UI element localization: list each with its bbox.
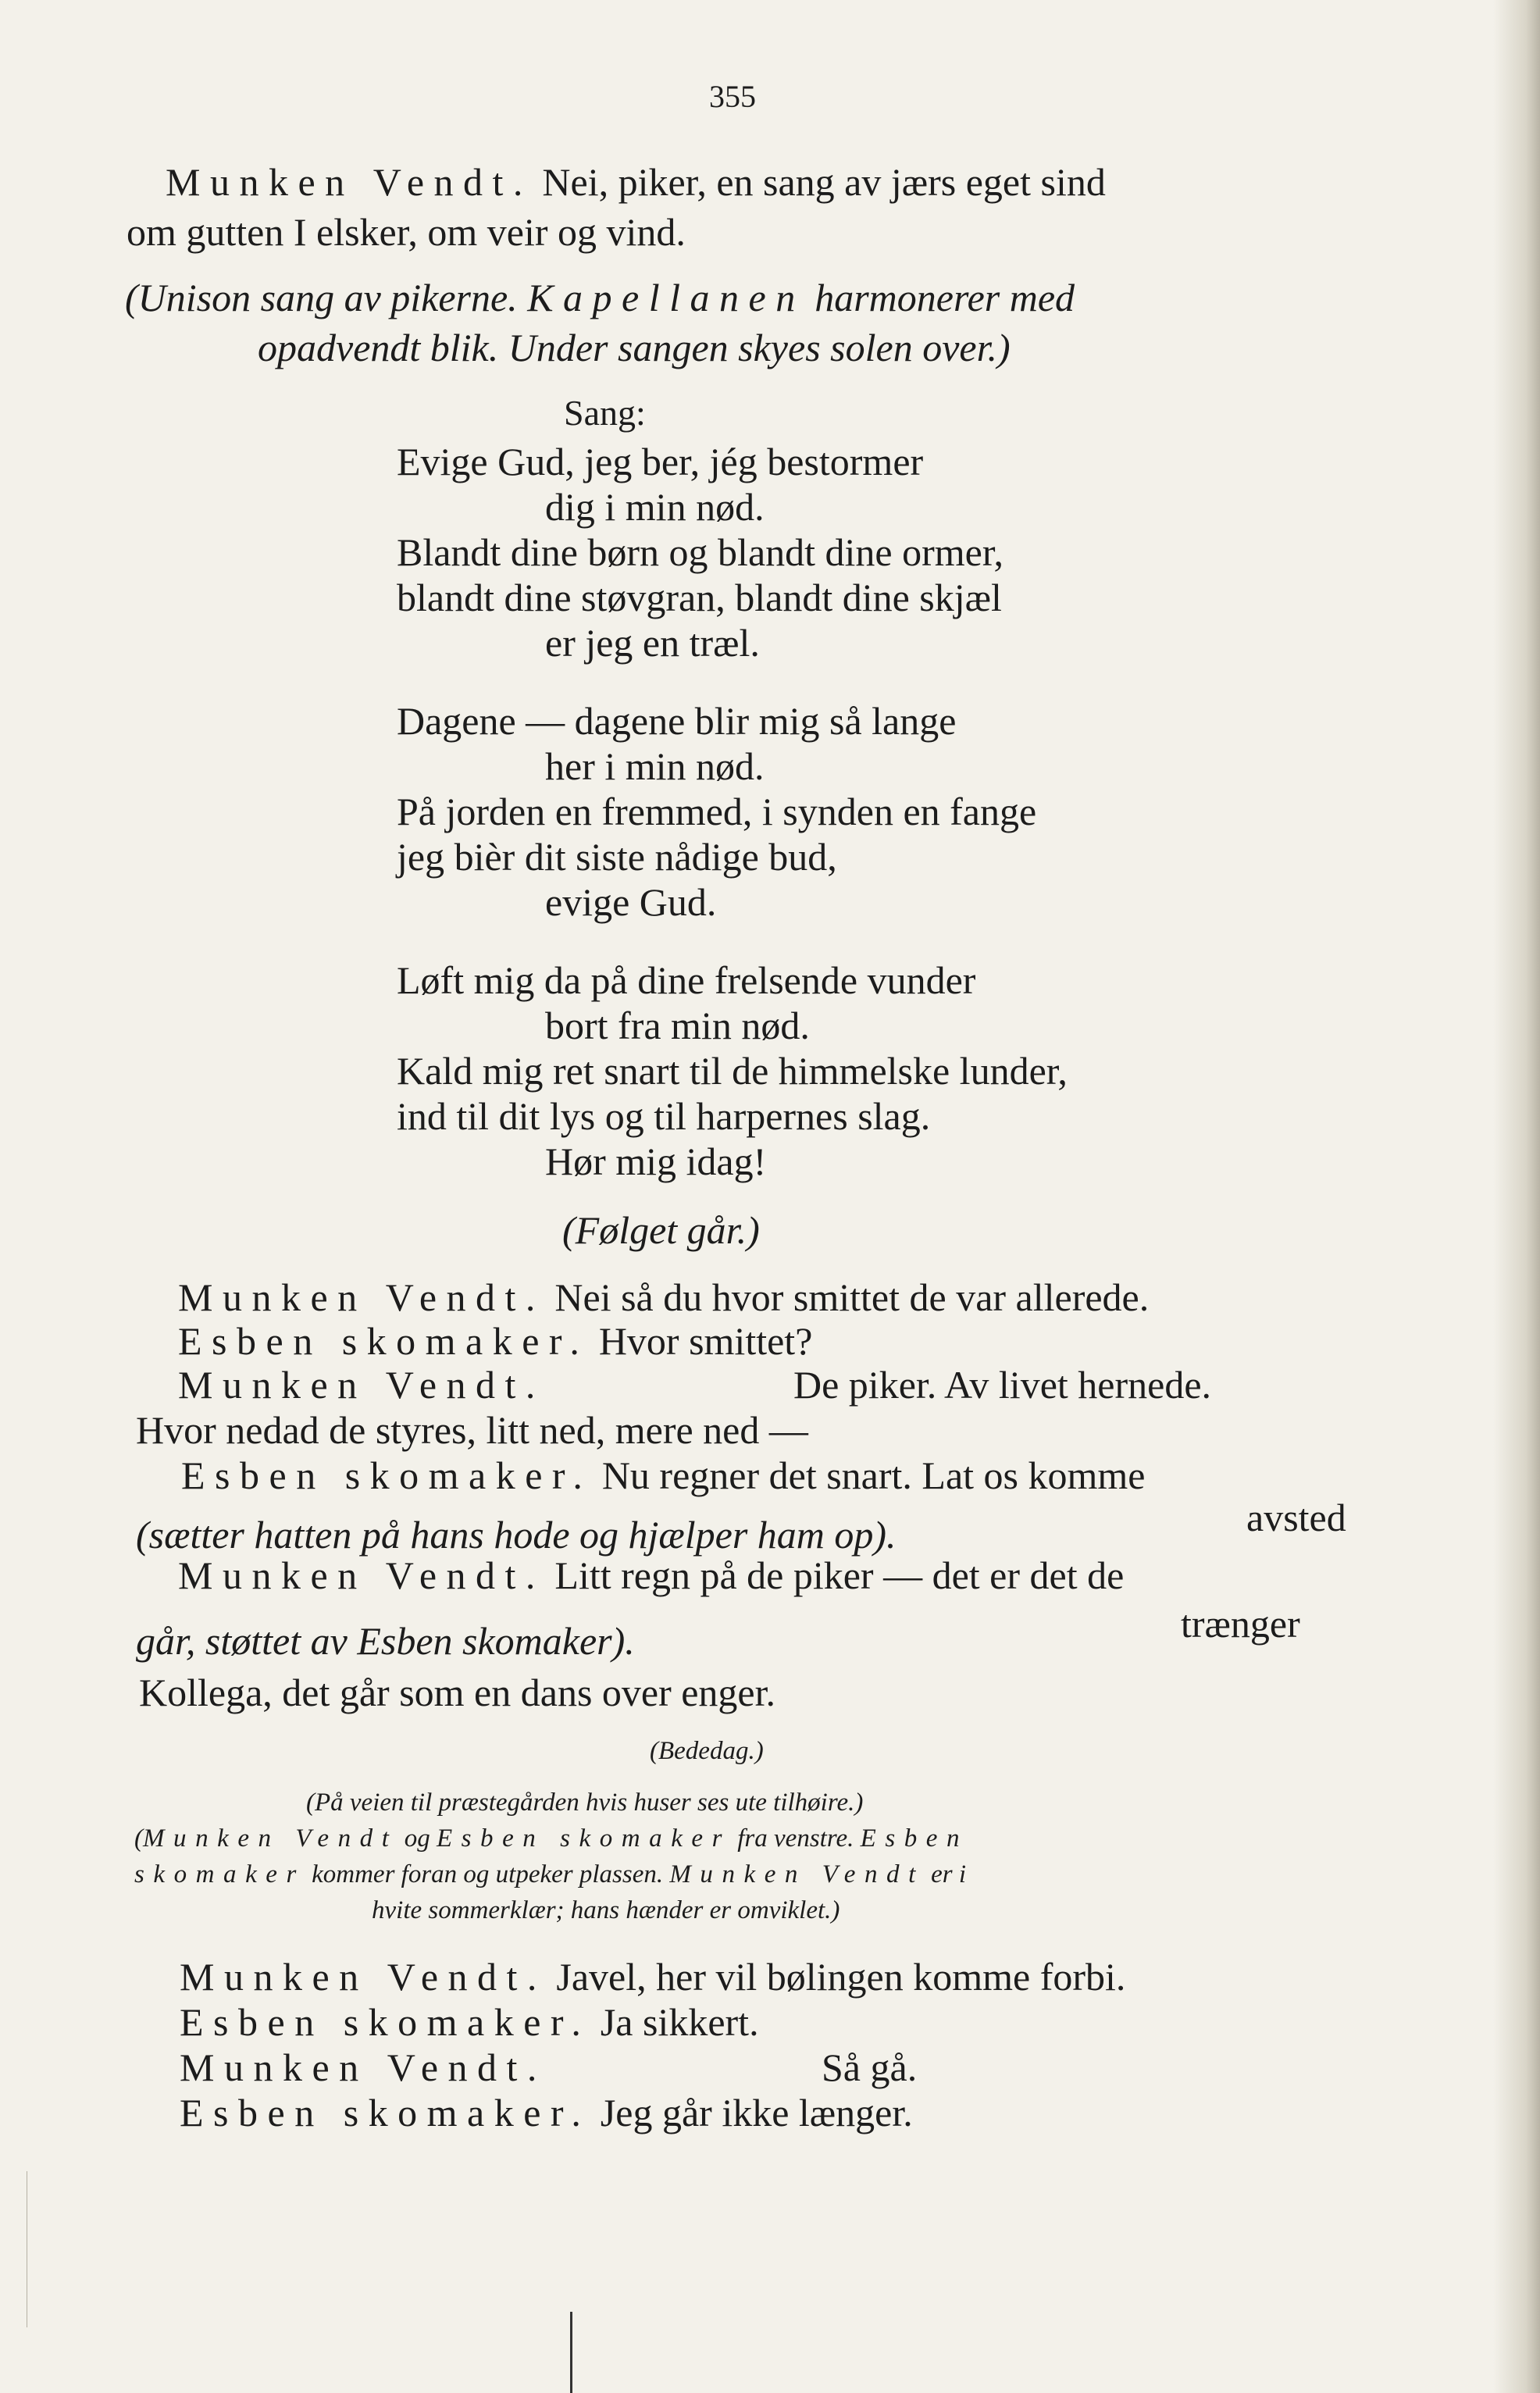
verse-1-line-2: dig i min nød. xyxy=(545,485,765,529)
speech-text: Jeg går ikke længer. xyxy=(600,2091,913,2134)
speech-text: Javel, her vil bølingen komme forbi. xyxy=(556,1955,1126,1999)
verse-2-line-1: Dagene — dagene blir mig så lange xyxy=(397,699,957,743)
direction-text: er i xyxy=(931,1860,966,1888)
overflow-word: avsted xyxy=(1246,1496,1346,1539)
dialogue-line xyxy=(178,1553,1125,1597)
scene-direction-line-1: (På veien til præstegården hvis huser ses ute tilhøire.) xyxy=(306,1789,864,1817)
song-heading: Sang: xyxy=(564,393,646,433)
verse-1-line-3: Blandt dine børn og blandt dine ormer, xyxy=(397,530,1004,574)
speech-text: Litt regn på de piker — det er det de xyxy=(554,1553,1125,1597)
speaker-name: Esben skomaker. xyxy=(180,2000,591,2044)
verse-2-line-4: jeg bièr dit siste nådige bud, xyxy=(397,835,837,879)
speaker-name: Munken Vendt. xyxy=(178,1553,545,1597)
speaker-name: Esben skomaker. xyxy=(181,1453,593,1497)
speaker-name: Munken Vendt. xyxy=(166,160,533,204)
scan-edge-mark xyxy=(570,2312,572,2393)
direction-text: og xyxy=(404,1824,430,1853)
dialogue-line xyxy=(180,1955,1126,1999)
direction-text: harmonerer med xyxy=(815,276,1075,319)
scene-title: (Bededag.) xyxy=(650,1737,764,1765)
direction-text: fra venstre. xyxy=(737,1824,854,1853)
dialogue-line xyxy=(178,1321,812,1361)
verse-3-line-3: Kald mig ret snart til de himmelske lunder, xyxy=(397,1049,1068,1093)
stage-direction-1-line-2: opadvendt blik. Under sangen skyes solen over.) xyxy=(258,326,1011,369)
speaker-name: Munken Vendt. xyxy=(180,1955,547,1999)
speech-text: Nei, piker, en sang av jærs eget sind xyxy=(542,160,1106,204)
opening-line-1 xyxy=(166,160,1106,204)
speech-text: De piker. Av livet hernede. xyxy=(793,1363,1212,1407)
dialogue-line xyxy=(178,1363,545,1407)
stage-direction-1-line-1 xyxy=(125,278,1075,317)
stage-direction-3: (sætter hatten på hans hode og hjælper ham op). xyxy=(136,1513,897,1557)
verse-3-line-1: Løft mig da på dine frelsende vunder xyxy=(397,958,976,1002)
page-spine-shadow xyxy=(1493,0,1540,2393)
speaker-name: Munken Vendt xyxy=(143,1824,398,1853)
scene-direction-line-2 xyxy=(134,1824,968,1853)
scene-direction-line-3 xyxy=(134,1860,966,1889)
speech-text: Så gå. xyxy=(822,2045,918,2089)
page-number: 355 xyxy=(709,79,756,114)
direction-text: kommer foran og utpeker plassen. xyxy=(312,1860,664,1888)
speaker-name: skomaker xyxy=(134,1860,305,1888)
speech-text: Nei så du hvor smittet de var allerede. xyxy=(554,1275,1150,1319)
direction-text: ( xyxy=(134,1824,143,1853)
speaker-name: Esben xyxy=(860,1824,969,1853)
verse-continuation: Kollega, det går som en dans over enger. xyxy=(139,1671,776,1714)
speaker-name: Munken Vendt. xyxy=(178,1363,545,1407)
speaker-name: Munken Vendt. xyxy=(178,1275,545,1319)
speech-text: Ja sikkert. xyxy=(600,2000,759,2044)
overflow-word: trænger xyxy=(1181,1602,1300,1646)
verse-3-line-2: bort fra min nød. xyxy=(545,1004,810,1047)
speaker-name: Esben skomaker. xyxy=(180,2091,591,2134)
direction-text: (Unison sang av pikerne. xyxy=(125,276,518,319)
stage-direction-2: (Følget går.) xyxy=(562,1208,760,1252)
verse-1-line-4: blandt dine støvgran, blandt dine skjæl xyxy=(397,576,1002,619)
dialogue-line xyxy=(181,1453,1146,1497)
speech-text: Nu regner det snart. Lat os komme xyxy=(601,1453,1146,1497)
dialogue-line xyxy=(180,2093,913,2132)
verse-2-line-3: På jorden en fremmed, i synden en fange xyxy=(397,790,1037,833)
verse-continuation: Hvor nedad de styres, litt ned, mere ned — xyxy=(136,1408,808,1452)
stage-direction-4: går, støttet av Esben skomaker). xyxy=(136,1619,635,1663)
verse-2-line-2: her i min nød. xyxy=(545,744,765,788)
speaker-name: Esben skomaker xyxy=(436,1824,732,1853)
speaker-name: Munken Vendt xyxy=(669,1860,925,1888)
verse-1-line-1: Evige Gud, jeg ber, jég bestormer xyxy=(397,440,924,483)
speaker-name: Munken Vendt. xyxy=(180,2045,547,2089)
speaker-name: Esben skomaker. xyxy=(178,1319,590,1363)
scene-direction-line-4: hvite sommerklær; hans hænder er omviklet.) xyxy=(372,1896,840,1924)
speech-text: Hvor smittet? xyxy=(598,1319,813,1363)
opening-line-2: om gutten I elsker, om veir og vind. xyxy=(127,210,686,254)
verse-3-line-4: ind til dit lys og til harpernes slag. xyxy=(397,1094,931,1138)
speaker-name: Kapellanen xyxy=(527,276,805,319)
dialogue-line xyxy=(180,2002,759,2042)
verse-2-line-5: evige Gud. xyxy=(545,880,717,924)
dialogue-line xyxy=(180,2045,547,2089)
verse-3-line-5: Hør mig idag! xyxy=(545,1139,767,1183)
dialogue-line xyxy=(178,1275,1150,1319)
verse-1-line-5: er jeg en træl. xyxy=(545,621,760,665)
